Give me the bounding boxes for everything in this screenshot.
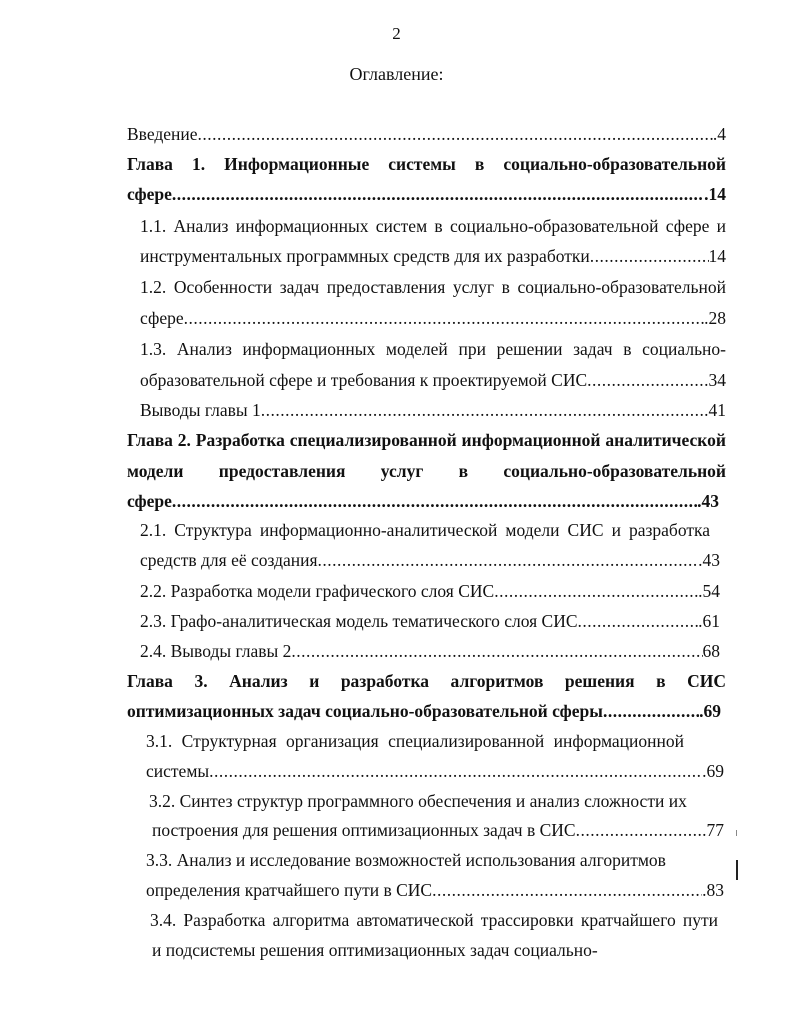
toc-chapter-1-line-2: [127, 182, 726, 206]
leader-dots: [603, 699, 699, 723]
toc-entry-page: .4: [712, 124, 726, 144]
toc-entry-text: сфере: [127, 491, 172, 511]
toc-entry-page: .43: [697, 491, 719, 511]
leader-dots: [432, 878, 702, 902]
toc-entry-page: .69: [702, 761, 724, 781]
scan-artifact-mark: [736, 830, 737, 836]
toc-section-3-1-line-1: 3.1. Структурная организация специализированной информационной: [146, 731, 684, 751]
leader-dots: [494, 579, 698, 603]
leader-dots: [209, 759, 702, 783]
toc-entry-text: образовательной сфере и требования к проектируемой СИС: [140, 370, 588, 390]
toc-entry-text: Выводы главы 1: [140, 400, 261, 420]
toc-entry-page: .77: [702, 820, 724, 840]
toc-section-1-2-line-2: [140, 306, 726, 330]
toc-section-2-1-line-2: [140, 548, 720, 572]
toc-section-2-3: [140, 609, 720, 633]
toc-chapter-1-line-1: Глава 1. Информационные системы в социально-образовательной: [127, 154, 726, 174]
toc-section-3-2-line-2: [152, 818, 724, 842]
leader-dots: [576, 818, 703, 842]
toc-section-1-3-line-1: 1.3. Анализ информационных моделей при решении задач в социально-: [140, 339, 726, 359]
toc-entry-text: сфере: [127, 184, 172, 204]
toc-entry-page: .41: [704, 400, 726, 420]
scan-artifact-mark: [736, 860, 738, 880]
toc-section-1-3-line-2: [140, 368, 726, 392]
leader-dots: [172, 182, 704, 206]
leader-dots: [198, 122, 713, 146]
toc-section-1-conclusions: [140, 398, 726, 422]
toc-entry-page: .34: [704, 370, 726, 390]
toc-chapter-2-line-3: [127, 489, 719, 513]
leader-dots: [578, 609, 699, 633]
leader-dots: [318, 548, 699, 572]
toc-entry-text: построения для решения оптимизационных задач в СИС: [152, 820, 576, 840]
toc-entry-text: 2.3. Графо-аналитическая модель тематического слоя СИС: [140, 611, 578, 631]
toc-entry-page: .69: [699, 701, 721, 721]
toc-section-3-1-line-2: [146, 759, 724, 783]
leader-dots: [587, 368, 704, 392]
toc-entry-page: .61: [698, 611, 720, 631]
toc-entry-text: оптимизационных задач социально-образовательной сферы: [127, 701, 603, 721]
toc-entry-page: .14: [704, 184, 726, 204]
toc-chapter-3-line-1: Глава 3. Анализ и разработка алгоритмов решения в СИС: [127, 671, 726, 691]
toc-entry-page: .54: [698, 581, 720, 601]
leader-dots: [184, 306, 705, 330]
leader-dots: [291, 639, 702, 663]
toc-entry-text: средств для её создания: [140, 550, 318, 570]
toc-entry-text: инструментальных программных средств для их разработки: [140, 246, 590, 266]
toc-entry-introduction: [127, 122, 726, 146]
toc-section-1-1-line-2: [140, 244, 726, 268]
toc-entry-text: 2.4. Выводы главы 2: [140, 641, 292, 661]
toc-entry-page: 68: [702, 641, 720, 661]
toc-section-2-2: [140, 579, 720, 603]
toc-entry-page: .43: [698, 550, 720, 570]
toc-entry-text: 2.2. Разработка модели графического слоя СИС: [140, 581, 495, 601]
toc-chapter-2-line-2: модели предоставления услуг в социально-образовательной: [127, 461, 726, 481]
toc-entry-page: 14: [708, 246, 726, 266]
toc-section-3-3-line-2: [146, 878, 724, 902]
leader-dots: [261, 398, 704, 422]
toc-entry-page: .83: [702, 880, 724, 900]
toc-section-2-1-line-1: 2.1. Структура информационно-аналитической модели СИС и разработка: [140, 520, 710, 540]
toc-section-2-4: [140, 639, 720, 663]
leader-dots: [172, 489, 697, 513]
toc-chapter-3-line-2: [127, 699, 721, 723]
toc-section-3-4-line-1: 3.4. Разработка алгоритма автоматической трассировки кратчайшего пути: [150, 910, 718, 930]
toc-entry-text: Введение: [127, 124, 198, 144]
toc-section-1-2-line-1: 1.2. Особенности задач предоставления услуг в социально-образовательной: [140, 277, 726, 297]
toc-entry-text: определения кратчайшего пути в СИС: [146, 880, 433, 900]
toc-entry-text: сфере: [140, 308, 184, 328]
toc-section-1-1-line-1: 1.1. Анализ информационных систем в социально-образовательной сфере и: [140, 216, 726, 236]
toc-chapter-2-line-1: Глава 2. Разработка специализированной информационной аналитической: [127, 430, 726, 450]
page-number: 2: [392, 24, 401, 43]
leader-dots: [590, 244, 709, 268]
toc-section-3-2-line-1: 3.2. Синтез структур программного обеспечения и анализ сложности их: [149, 791, 687, 811]
toc-title: Оглавление:: [349, 64, 444, 84]
toc-entry-text: системы: [146, 761, 210, 781]
toc-section-3-3-line-1: 3.3. Анализ и исследование возможностей использования алгоритмов: [146, 850, 666, 870]
toc-section-3-4-line-2: и подсистемы решения оптимизационных задач социально-: [152, 940, 598, 960]
toc-entry-page: .28: [704, 308, 726, 328]
